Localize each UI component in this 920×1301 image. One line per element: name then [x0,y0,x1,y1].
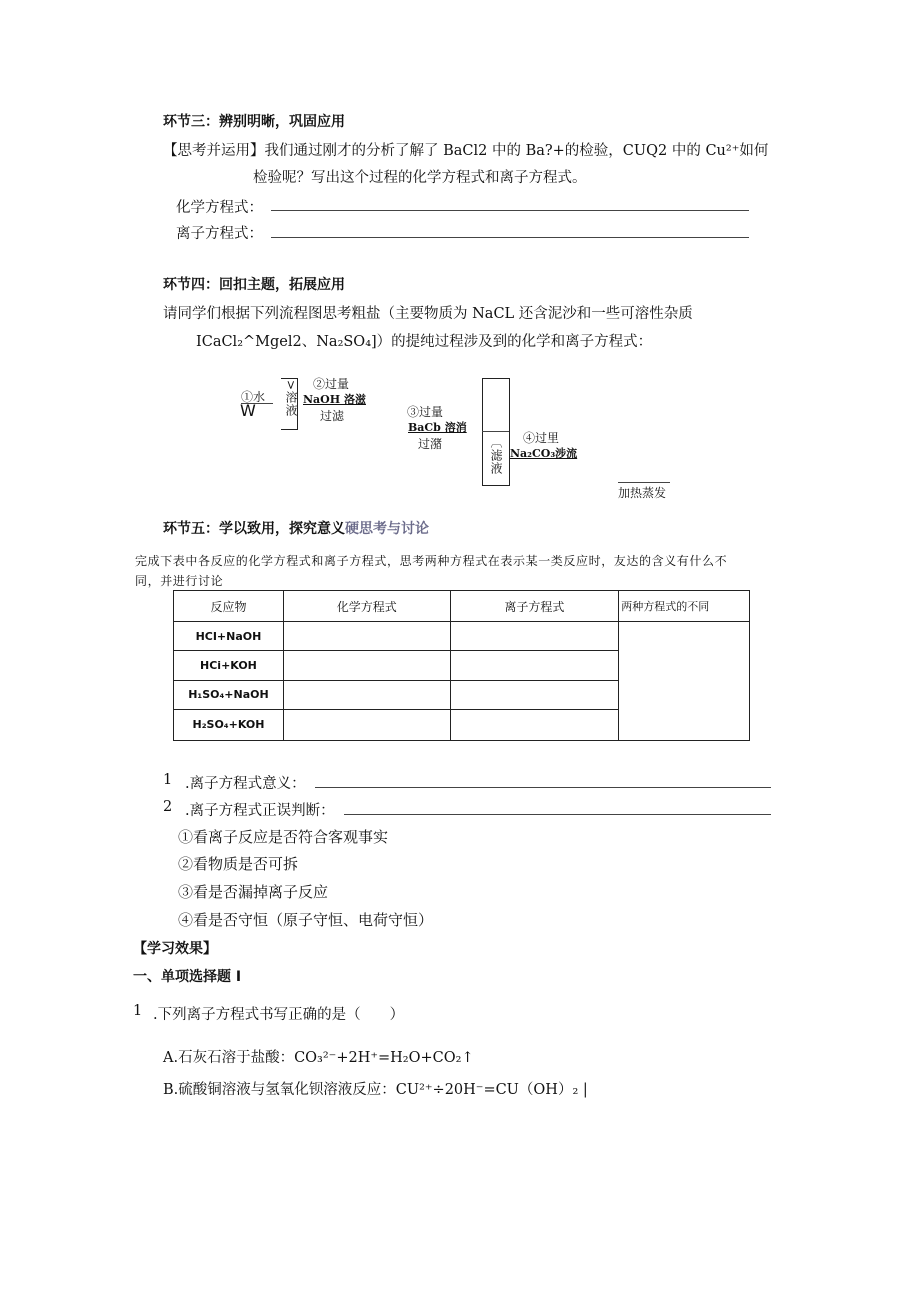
ion-equation-label: 离子方程式： [176,226,263,242]
flow-arrow-heat [618,482,670,483]
section4-line1: 请同学们根据下列流程图思考粗盐（主要物质为 NaCL 还含泥沙和一些可溶性杂质 [163,306,693,322]
flow-step2-reagent: NaOH 洛滋 [303,393,366,406]
table-cell-reactant: H₂SO₄+KOH [174,709,284,740]
point1-blank[interactable] [315,787,771,788]
table-cell-ion[interactable] [450,622,619,651]
check-3: ③看是否漏掉离子反应 [178,883,329,901]
table-header-row [174,591,750,622]
flow-step3-c: 过潴 [418,437,443,451]
header-difference: 两种方程式的不同 [619,591,750,622]
table-cell-reactant: HCI+NaOH [174,622,284,651]
check-4: ④看是否守恒（原子守恒、电荷守恒） [178,911,434,929]
question1-number: 1 [133,1003,143,1019]
section5-heading-extra: 硬思考与讨论 [345,521,429,537]
table-cell-ion[interactable] [450,709,619,740]
point2-text: .离子方程式正误判断： [185,803,335,819]
flow-w-label: W [240,401,256,420]
flow-filtrate-label: 〔滤液 [489,436,503,475]
chem-equation-label: 化学方程式： [176,200,263,216]
section5-intro1: 完成下表中各反应的化学方程式和离子方程式，思考两种方程式在表示某一类反应时，友达的含义有什么不 [135,554,728,568]
table-row [174,622,750,651]
point2-number: 2 [163,799,173,815]
flow-step2-b [303,391,366,407]
header-chemical-equation: 化学方程式 [283,591,450,622]
table-cell-chem[interactable] [283,680,450,709]
header-ionic-equation: 离子方程式 [450,591,619,622]
table-cell-chem[interactable] [283,622,450,651]
table-cell-chem[interactable] [283,651,450,680]
flow-step3-a: ③过量 [407,405,444,419]
section5-intro2: 同，并进行讨论 [135,574,224,588]
effect-heading: 【学习效果】 [133,941,217,957]
option-b[interactable]: B.硫酸铜溶液与氢氧化钡溶液反应：CU²⁺÷20H⁻=CU（OH）₂ | [163,1082,588,1098]
table-cell-difference[interactable] [619,622,750,741]
effect-subheading: 一、单项选择题 I [133,969,242,985]
flow-step4-reagent: Na₂CO₃涉流 [510,447,578,460]
check-2: ②看物质是否可拆 [178,855,299,873]
header-reactant: 反应物 [174,591,284,622]
point1-number: 1 [163,772,173,788]
flow-water-label: ①水 [241,390,266,404]
chem-equation-blank[interactable] [271,210,749,211]
flow-step2-c: 过滤 [320,409,345,423]
section5-heading [163,518,429,538]
table-cell-reactant: H₁SO₄+NaOH [174,680,284,709]
section3-think-line2: 检验呢？写出这个过程的化学方程式和离子方程式。 [253,170,587,186]
flow-step3-reagent: BaCb 溶消 [408,421,467,434]
ion-equation-blank[interactable] [271,237,749,238]
flow-step4-a: ④过里 [523,431,560,445]
section5-heading-main: 环节五：学以致用，探究意义 [163,521,345,537]
flow-step2-a: ②过量 [313,377,350,391]
point2-blank[interactable] [344,814,771,815]
table-cell-ion[interactable] [450,680,619,709]
flow-heat-label: 加热蒸发 [618,486,667,500]
table-cell-ion[interactable] [450,651,619,680]
question1-text: .下列离子方程式书写正确的是（ ） [153,1007,405,1023]
section3-heading: 环节三：辨别明晰，巩固应用 [163,114,345,130]
section3-think-line1: 【思考并运用】我们通过刚才的分析了解了 BaCl2 中的 Ba?+的检验，CUQ2 中的 Cu²⁺如何 [163,143,769,159]
option-a[interactable]: A.石灰石溶于盐酸：CO₃²⁻+2H⁺=H₂O+CO₂↑ [163,1050,474,1066]
table-cell-reactant: HCi+KOH [174,651,284,680]
flow-step3-b [408,419,467,435]
table-cell-chem[interactable] [283,709,450,740]
flow-step4-b [510,445,577,461]
section4-line2: ICaCl₂^Mgel2、Na₂SO₄]）的提纯过程涉及到的化学和离子方程式： [196,334,653,350]
flow-solution-label: >溶液 [284,380,298,418]
section4-heading: 环节四：回扣主题，拓展应用 [163,277,345,293]
flow-column-divider [482,431,509,432]
reaction-table [173,590,750,741]
point1-text: .离子方程式意义： [185,776,306,792]
check-1: ①看离子反应是否符合客观事实 [178,828,389,846]
